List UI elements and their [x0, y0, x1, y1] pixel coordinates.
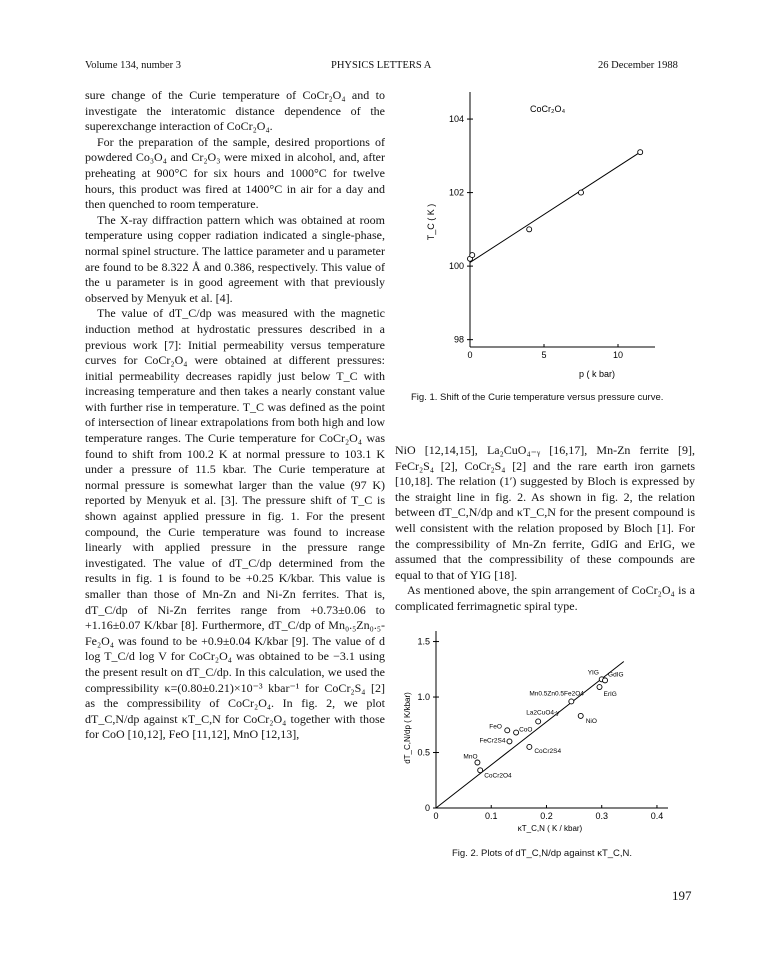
figure-2-caption: Fig. 2. Plots of dT_C,N/dp against κT_C,N. — [452, 848, 633, 859]
fit-line — [470, 152, 640, 262]
data-point — [569, 699, 574, 704]
point-label: YIG — [587, 669, 599, 677]
y-tick-label: 0.5 — [417, 747, 430, 758]
point-label: Mn0.5Zn0.5Fe2O4 — [529, 690, 584, 698]
x-tick-label: 0.3 — [595, 811, 608, 821]
data-point — [507, 739, 512, 744]
point-label: GdIG — [608, 671, 624, 679]
left-paragraph-3: The X-ray diffraction pattern which was obtained at room temperature using copper radiation indicated a single-phase, normal spinel structure. The lattice parameter and u parameter are found to be 8.322 Å and 0.386, respectively. This value of the u parameter is in good agreement with that previously observed by Menyuk et al. [4]. — [85, 212, 385, 305]
left-paragraph-2: For the preparation of the sample, desired proportions of powdered Co₃O₄ and Cr₂O₃ were mixed in alcohol, and, after preheating at 900°C for six hours and 1000°C for twelve hours, this product was fired at 1400°C in air for a day and then quenched to room temperature. — [85, 134, 385, 212]
point-label: CoCr2O4 — [484, 772, 512, 780]
y-tick-label: 100 — [448, 261, 464, 272]
y-axis-label: dT_C,N/dp ( K/kbar) — [403, 692, 412, 764]
data-point — [514, 730, 519, 735]
data-point — [478, 768, 483, 773]
figure-1-caption: Fig. 1. Shift of the Curie temperature versus pressure curve. — [411, 392, 664, 403]
x-tick-label: 0.4 — [650, 811, 664, 821]
left-column — [85, 88, 385, 743]
right-paragraph-1: NiO [12,14,15], La₂CuO₄₋ᵧ [16,17], Mn-Zn ferrite [9], FeCr₂S₄ [2], CoCr₂S₄ [2] and the rare earth iron garnets [10,18]. The relation (1′) suggested by Bloch is expressed by the straight line in fig. 2. As shown in fig. 2, the relation between dT_C,N/dp and κT_C,N for the present compound is well consistent with the relation proposed by Bloch [1]. For the compressibility of Mn-Zn ferrite, GdIG and ErIG, we assumed that the compressibility of these compounds are equal to that of YIG [18]. — [395, 443, 695, 582]
point-label: CoO — [519, 726, 533, 734]
x-axis-label: p ( k bar) — [578, 369, 616, 379]
point-label: La2CuO4-y — [526, 709, 560, 717]
header-date: 26 December 1988 — [598, 60, 678, 71]
point-label: CoCr2S4 — [534, 747, 562, 755]
x-tick-label: 5 — [541, 350, 547, 360]
data-point — [597, 685, 602, 690]
data-point — [527, 227, 532, 232]
y-tick-label: 1.5 — [417, 636, 430, 647]
x-tick-label: 0.2 — [540, 811, 553, 821]
point-label: MnO — [463, 753, 478, 761]
data-point — [578, 713, 583, 718]
y-axis-label: T_C ( K ) — [426, 203, 436, 241]
data-point — [470, 253, 475, 258]
y-tick-label: 102 — [448, 187, 464, 198]
header-journal: PHYSICS LETTERS A — [331, 60, 432, 71]
data-point — [579, 190, 584, 195]
x-axis-label: κT_C,N ( K / kbar) — [517, 824, 583, 833]
left-paragraph-1: sure change of the Curie temperature of CoCr₂O₄ and to investigate the interatomic distance dependence of the superexchange interaction of CoCr₂O₄. — [85, 88, 385, 134]
page-number: 197 — [672, 888, 692, 903]
point-label: NiO — [585, 717, 597, 725]
data-point — [603, 678, 608, 683]
x-tick-label: 0 — [433, 811, 439, 821]
chart-title: CoCr₂O₄ — [530, 104, 566, 114]
point-label: FeCr2S4 — [479, 737, 506, 745]
data-point — [475, 760, 480, 765]
right-column — [395, 443, 695, 615]
x-tick-label: 10 — [612, 350, 624, 360]
y-tick-label: 104 — [448, 114, 464, 125]
y-tick-label: 98 — [453, 334, 464, 345]
data-point — [527, 744, 532, 749]
x-tick-label: 0.1 — [484, 811, 498, 821]
data-point — [536, 719, 541, 724]
right-paragraph-2: As mentioned above, the spin arrangement of CoCr₂O₄ is a complicated ferrimagnetic spiral type. — [395, 583, 695, 613]
fit-line — [436, 662, 624, 808]
x-tick-label: 0 — [467, 350, 473, 360]
point-label: ErIG — [603, 691, 617, 699]
data-point — [638, 150, 643, 155]
data-point — [505, 728, 510, 733]
y-tick-label: 0 — [424, 803, 430, 813]
header-volume: Volume 134, number 3 — [85, 60, 182, 71]
left-paragraph-4: The value of dT_C/dp was measured with the magnetic induction method at hydrostatic pressures described in a previous work [7]: Initial permeability versus temperature curves for CoCr₂O₄ were obtained at different pressures: initial permeability decreases rapidly just below T_C with increasing temperature and then takes a nearly constant value with further rise in temperature. T_C was defined as the point of intersection of linear extrapolations from both high and low temperature ranges. The Curie temperature for CoCr₂O₄ was found to shift from 100.2 K at normal pressure to 103.1 K under a pressure of 11.5 kbar. The Curie temperature at normal pressure is somewhat larger than the value (97 K) reported by Menyuk et al. [3]. The pressure shift of T_C is shown against applied pressure in fig. 1. For the present compound, the Curie temperature was found to increase linearly with applied pressure in the pressure range investigated. The value of dT_C/dp determined from the results in fig. 1 is found to be +0.25 K/kbar. This value is smaller than those of Mn-Zn and Ni-Zn ferrites. That is, dT_C/dp of Ni-Zn ferrites range from +0.73±0.06 to +1.16±0.07 K/kbar [8]. Furthermore, dT_C/dp of Mn₀.₅Zn₀.₅-Fe₂O₄ was found to be +0.9±0.04 K/kbar [9]. The value of d log T_C/d log V for CoCr₂O₄ was obtained to be −3.1 using the present result on dT_C/dp. In this calculation, we used the compressibility κ=(0.80±0.21)×10⁻³ kbar⁻¹ for CoCr₂S₄ [2] as the compressibility of CoCr₂O₄. In fig. 2, we plot dT_C,N/dp against κT_C,N for CoCr₂O₄ together with those for CoO [10,12], FeO [11,12], MnO [12,13], — [85, 306, 385, 742]
y-tick-label: 1.0 — [417, 692, 430, 703]
figure-1-chart — [410, 82, 680, 382]
figure-2-chart — [400, 628, 690, 838]
point-label: FeO — [489, 723, 502, 731]
